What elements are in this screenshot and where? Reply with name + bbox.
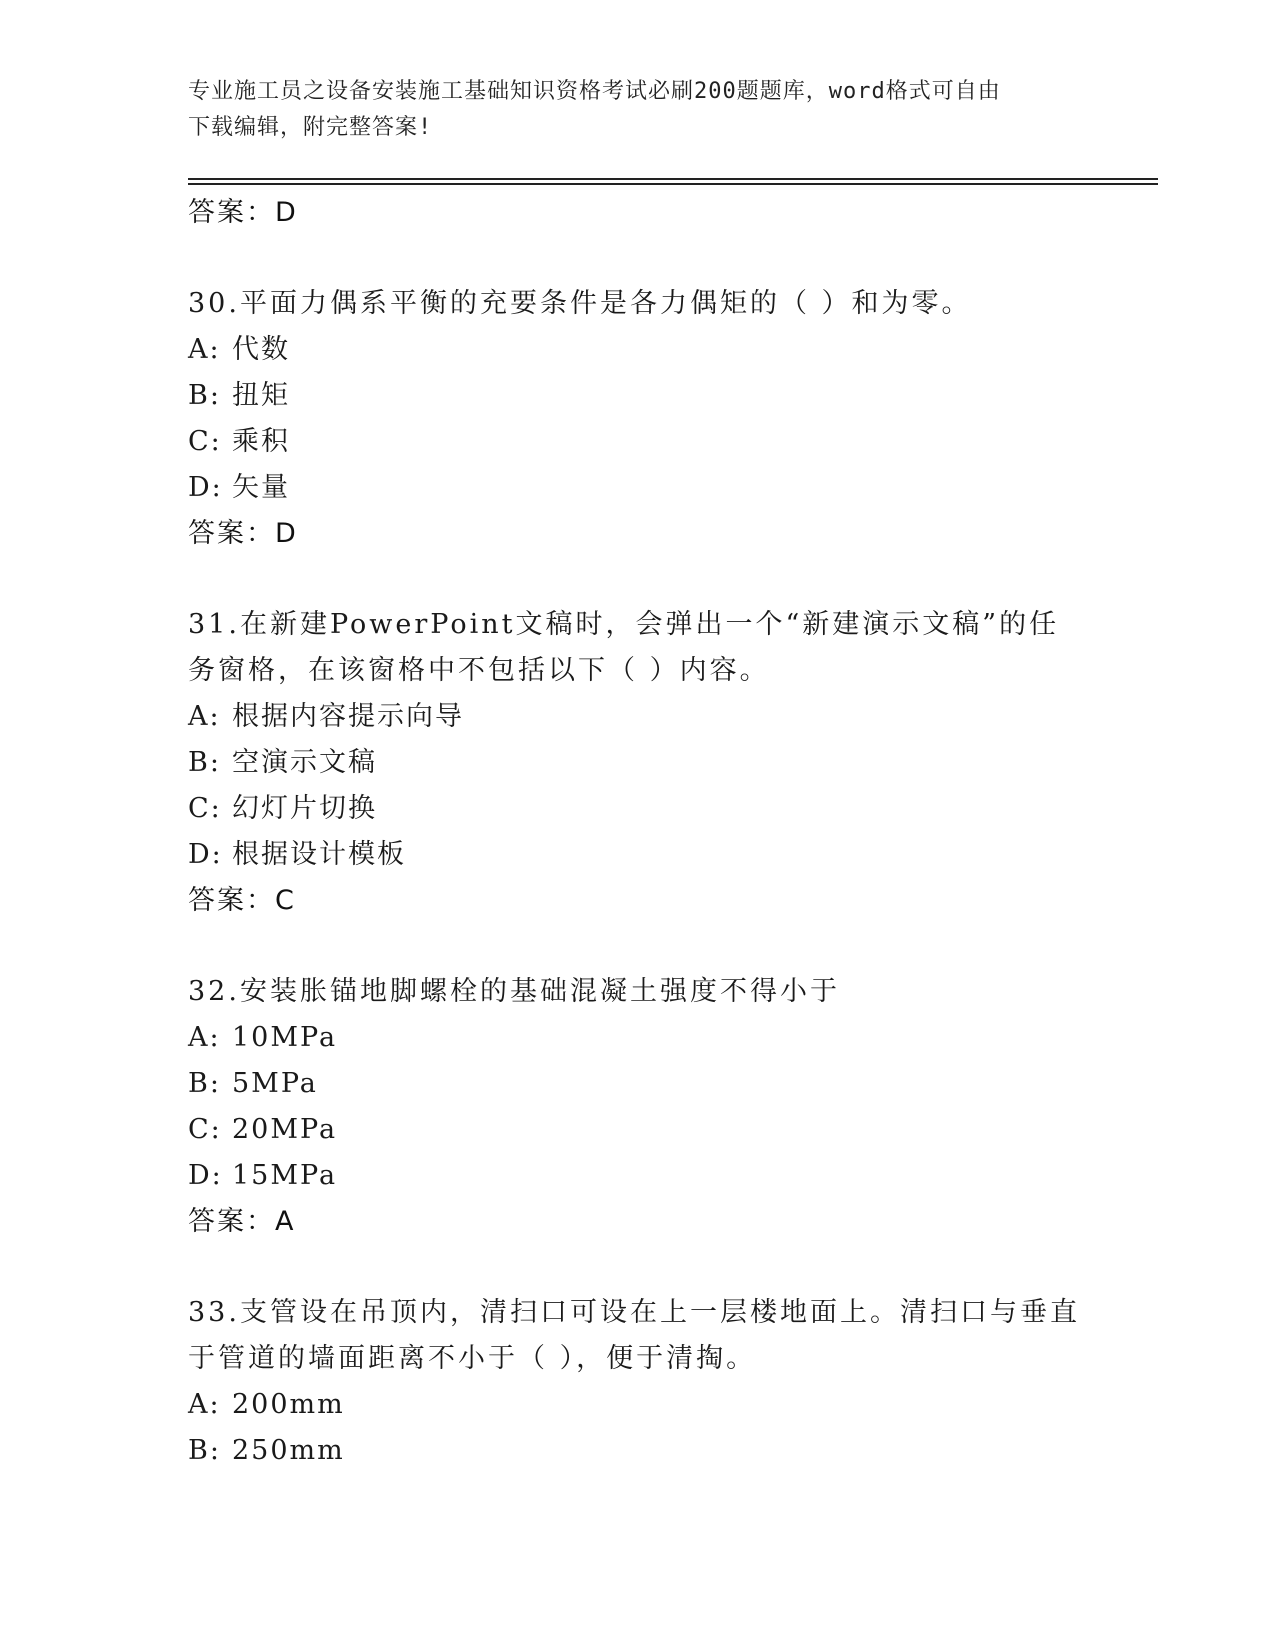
answer-line: 答案：C bbox=[188, 885, 296, 916]
answer-line: 答案：A bbox=[188, 1206, 296, 1237]
option-letter: B: bbox=[188, 380, 221, 411]
question-option bbox=[188, 1428, 1088, 1474]
option-text: 250mm bbox=[232, 1435, 345, 1466]
question-item bbox=[188, 602, 1088, 924]
option-letter: C: bbox=[188, 1114, 222, 1145]
answer-line: 答案：D bbox=[188, 197, 298, 228]
question-option bbox=[188, 1382, 1088, 1428]
question-option bbox=[188, 832, 1088, 878]
question-item bbox=[188, 969, 1088, 1245]
option-text: 20MPa bbox=[232, 1114, 338, 1145]
question-option bbox=[188, 465, 1088, 511]
question-stem: 31.在新建PowerPoint文稿时，会弹出一个“新建演示文稿”的任务窗格，在该窗格中不包括以下（ ）内容。 bbox=[188, 609, 1060, 686]
option-text: 根据内容提示向导 bbox=[232, 701, 464, 732]
option-text: 幻灯片切换 bbox=[232, 793, 377, 824]
option-letter: D: bbox=[188, 472, 223, 503]
question-option bbox=[188, 1107, 1088, 1153]
header-line-1: 专业施工员之设备安装施工基础知识资格考试必刷200题题库，word格式可自由 bbox=[188, 79, 1001, 104]
option-letter: A: bbox=[188, 1022, 221, 1053]
option-letter: A: bbox=[188, 701, 221, 732]
question-option bbox=[188, 786, 1088, 832]
option-text: 空演示文稿 bbox=[232, 747, 377, 778]
option-letter: D: bbox=[188, 1160, 223, 1191]
question-item bbox=[188, 1290, 1088, 1474]
option-text: 10MPa bbox=[232, 1022, 338, 1053]
option-text: 15MPa bbox=[232, 1160, 338, 1191]
option-letter: A: bbox=[188, 1389, 221, 1420]
header-divider bbox=[188, 178, 1158, 180]
header-divider-second bbox=[188, 183, 1158, 185]
option-letter: B: bbox=[188, 747, 221, 778]
option-text: 矢量 bbox=[232, 472, 290, 503]
question-option bbox=[188, 373, 1088, 419]
document-body bbox=[188, 190, 1088, 1474]
option-text: 200mm bbox=[232, 1389, 345, 1420]
question-stem: 33.支管设在吊顶内，清扫口可设在上一层楼地面上。清扫口与垂直于管道的墙面距离不小于（ ），便于清掏。 bbox=[188, 1297, 1080, 1374]
question-option bbox=[188, 694, 1088, 740]
header-line-2: 下载编辑，附完整答案! bbox=[188, 115, 433, 140]
option-text: 乘积 bbox=[232, 426, 290, 457]
option-letter: C: bbox=[188, 793, 222, 824]
answer-line: 答案：D bbox=[188, 518, 298, 549]
question-option bbox=[188, 327, 1088, 373]
document-header bbox=[188, 74, 1068, 146]
option-text: 扭矩 bbox=[232, 380, 290, 411]
option-letter: B: bbox=[188, 1435, 221, 1466]
question-option bbox=[188, 740, 1088, 786]
question-option bbox=[188, 419, 1088, 465]
option-letter: C: bbox=[188, 426, 222, 457]
option-text: 5MPa bbox=[232, 1068, 318, 1099]
option-letter: A: bbox=[188, 334, 221, 365]
question-option bbox=[188, 1061, 1088, 1107]
question-stem: 32.安装胀锚地脚螺栓的基础混凝土强度不得小于 bbox=[188, 976, 840, 1007]
question-option bbox=[188, 1015, 1088, 1061]
option-letter: B: bbox=[188, 1068, 221, 1099]
question-option bbox=[188, 1153, 1088, 1199]
option-letter: D: bbox=[188, 839, 223, 870]
option-text: 代数 bbox=[232, 334, 290, 365]
option-text: 根据设计模板 bbox=[232, 839, 406, 870]
question-stem: 30.平面力偶系平衡的充要条件是各力偶矩的（ ）和为零。 bbox=[188, 288, 972, 319]
question-item bbox=[188, 281, 1088, 557]
